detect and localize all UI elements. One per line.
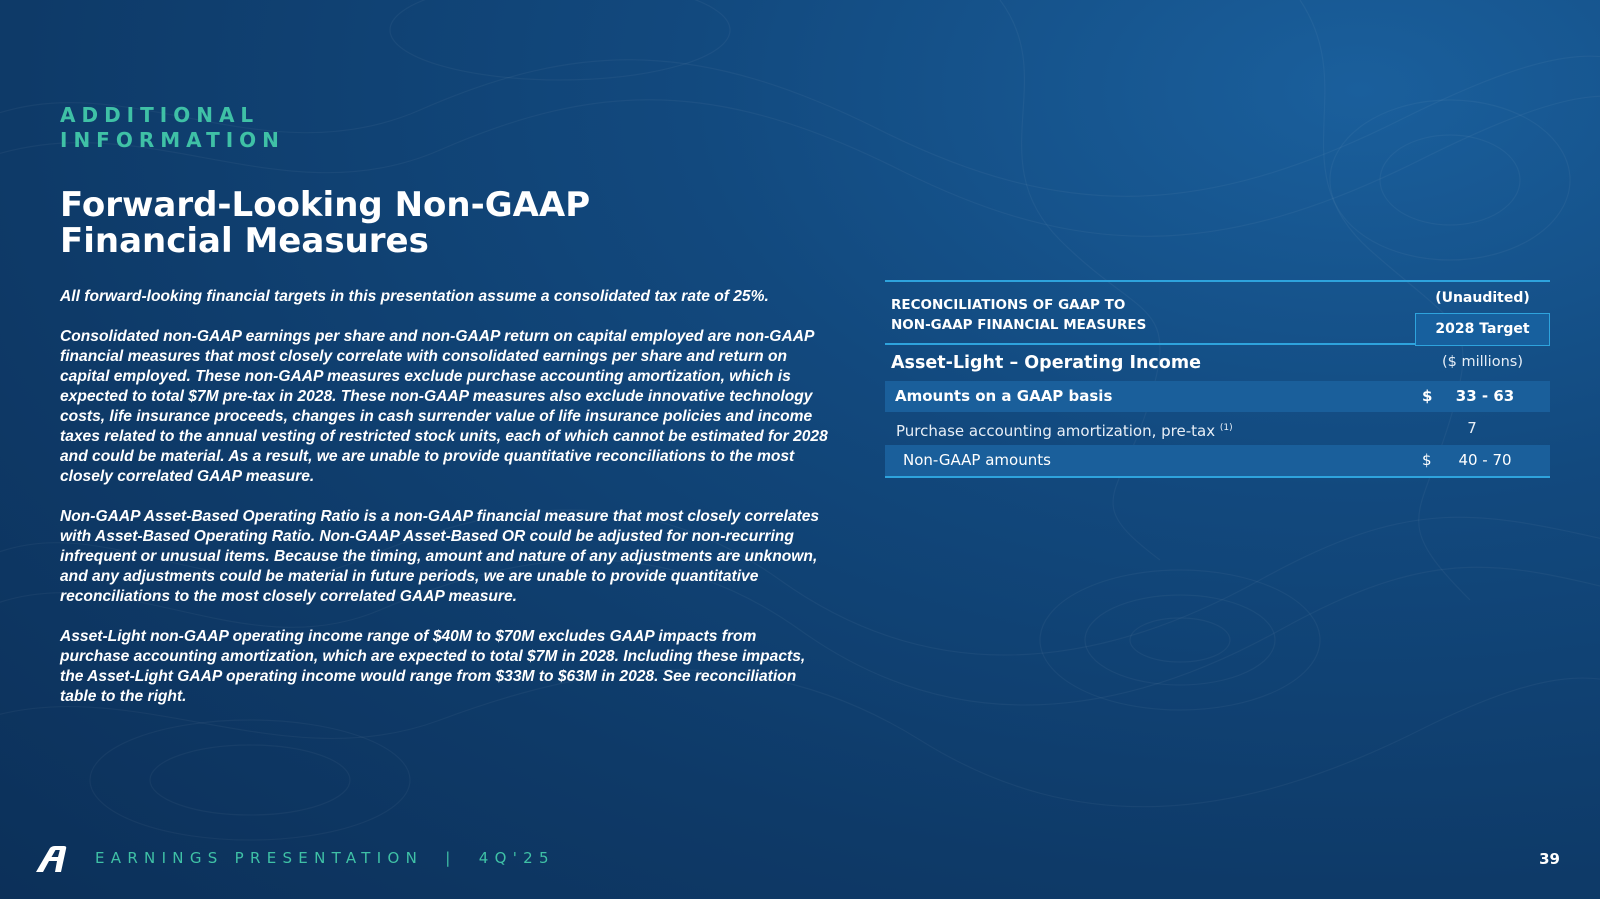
paragraph-asset-light: Asset-Light non-GAAP operating income range of $40M to $70M excludes GAAP impacts from purchase accounting amortization, which are expected to total $7M in 2028. Including these impacts, the Asset-Light GAAP operating income would range from $33M to $63M in 2028. See reconciliation table to the right. [60, 628, 806, 705]
reconciliation-table [885, 280, 1550, 478]
slide-title [60, 187, 680, 259]
paragraph-tax-rate: All forward-looking financial targets in this presentation assume a consolidated tax rate of 25%. [60, 288, 769, 305]
paragraph-operating-ratio: Non-GAAP Asset-Based Operating Ratio is a non-GAAP financial measure that most closely correlates with Asset-Based Operating Ratio. Non-GAAP Asset-Based OR could be adjusted for non-recurring infrequent or unusual items. Because the timing, amount and nature of any adjustments are unknown, and any adjustments could be material in future periods, we are unable to provide quantitative reconciliations to the most closely correlated GAAP measure. [60, 508, 820, 605]
column-header-2028-target: 2028 Target [1415, 313, 1550, 346]
title-line-2: Financial Measures [60, 221, 429, 261]
units-label: ($ millions) [1441, 354, 1523, 370]
row-currency: $ [1422, 451, 1432, 469]
arcbest-a-logo-icon [36, 846, 68, 872]
paragraph-eps-roce: Consolidated non-GAAP earnings per share and non-GAAP return on capital employed are non-GAAP financial measures that most closely correlate with consolidated earnings per share and return on capital employed. These non-GAAP measures exclude purchase accounting amortization, which is expected to total $7M pre-tax in 2028. These non-GAAP measures also exclude innovative technology costs, life insurance proceeds, changes in cash surrender value of life insurance policies and income taxes related to the annual vesting of restricted stock units, each of which cannot be estimated for 2028 and could be material. As a result, we are unable to provide quantitative reconciliations to the most closely correlated GAAP measure. [60, 328, 828, 485]
table-title [891, 295, 1146, 335]
footer-presentation-label: EARNINGS PRESENTATION | 4Q'25 [95, 849, 555, 867]
header-rule [885, 343, 1415, 345]
footnote-marker: (1) [1219, 423, 1233, 433]
section-heading: Asset-Light – Operating Income [891, 353, 1201, 373]
page-number: 39 [1539, 850, 1560, 868]
table-row [885, 445, 1550, 478]
table-top-rule [885, 280, 1550, 282]
unaudited-label: (Unaudited) [1435, 290, 1530, 306]
eyebrow-line-1: ADDITIONAL [60, 103, 260, 127]
section-eyebrow [60, 103, 285, 153]
row-value: 7 [1467, 419, 1477, 437]
title-line-1: Forward-Looking Non-GAAP [60, 185, 591, 225]
row-value: 40 - 70 [1458, 451, 1512, 469]
table-title-line-2: NON-GAAP FINANCIAL MEASURES [891, 317, 1147, 333]
table-row [885, 413, 1550, 444]
table-row [885, 381, 1550, 412]
row-label-with-note [896, 413, 1233, 447]
row-label: Amounts on a GAAP basis [895, 387, 1113, 405]
row-value: 33 - 63 [1455, 387, 1515, 405]
row-label: Purchase accounting amortization, pre-tax [896, 422, 1216, 440]
row-label: Non-GAAP amounts [903, 451, 1051, 469]
eyebrow-line-2: INFORMATION [60, 128, 285, 152]
table-title-line-1: RECONCILIATIONS OF GAAP TO [891, 297, 1126, 313]
disclosure-text [60, 287, 830, 727]
row-currency: $ [1422, 387, 1433, 405]
